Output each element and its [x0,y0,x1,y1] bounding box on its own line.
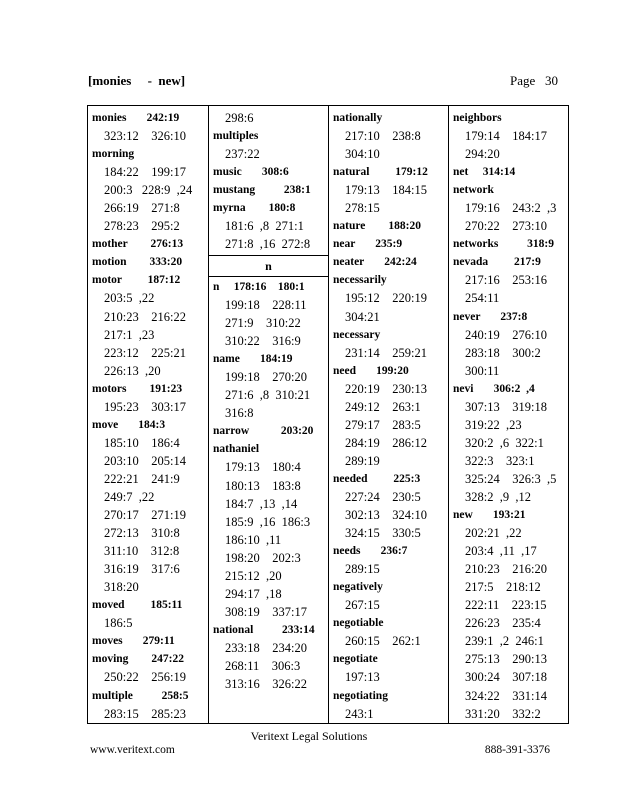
index-reference: 217:16 253:16 [465,273,547,288]
index-reference: 179:14 184:17 [465,129,547,144]
index-headword: n 178:16 180:1 [213,281,305,293]
index-headword: near 235:9 [333,238,403,251]
index-reference: 249:7 ,22 [104,489,155,504]
index-headword: moved 185:11 [92,599,183,612]
index-reference: 307:13 319:18 [465,399,547,414]
index-headword: neighbors [453,112,502,124]
index-reference: 278:15 [345,201,380,216]
index-reference: 268:11 306:3 [225,658,301,673]
index-reference: 302:13 324:10 [345,508,427,523]
index-reference: 199:18 270:20 [225,370,307,385]
index-reference: 179:13 184:15 [345,183,427,198]
index-reference: 304:21 [345,309,380,324]
index-reference: 278:23 295:2 [104,219,180,234]
index-reference: 324:22 331:14 [465,688,547,703]
index-headword: move 184:3 [92,418,166,431]
index-reference: 319:22 ,23 [465,417,522,432]
index-reference: 202:21 ,22 [465,526,522,541]
index-reference: 233:18 234:20 [225,640,307,655]
index-reference: 300:11 [465,363,500,378]
index-reference: 283:15 285:23 [104,706,186,721]
word-index-table [87,105,569,724]
index-reference: 322:3 323:1 [465,453,535,468]
index-column-1 [88,106,208,723]
index-reference: 184:22 199:17 [104,165,186,180]
index-reference: 266:19 271:8 [104,201,180,216]
index-reference: 249:12 263:1 [345,399,421,414]
index-reference: 203:5 ,22 [104,291,155,306]
index-reference: 254:11 [465,291,500,306]
index-reference: 210:23 216:20 [465,562,547,577]
index-reference: 250:22 256:19 [104,670,186,685]
index-reference: 195:23 303:17 [104,399,186,414]
index-headword: necessarily [333,274,387,287]
index-reference: 179:13 180:4 [225,460,301,475]
index-headword: motor 187:12 [92,274,181,287]
index-reference: 227:24 230:5 [345,489,421,504]
index-headword: mustang 238:1 [213,184,311,197]
index-reference: 197:13 [345,670,380,685]
index-headword: narrow 203:20 [213,425,314,438]
index-reference: 313:16 326:22 [225,677,307,692]
index-headword: necessary [333,328,381,341]
index-reference: 199:18 228:11 [225,298,307,313]
footer-company: Veritext Legal Solutions [250,729,368,743]
index-headword: morning [92,148,135,161]
index-reference: 272:13 310:8 [104,526,180,541]
index-headword: networks 318:9 [453,238,554,251]
index-reference: 316:19 317:6 [104,562,180,577]
index-reference: 222:11 223:15 [465,598,547,613]
index-reference: 215:12 ,20 [225,568,282,583]
index-reference: 320:2 ,6 322:1 [465,435,544,450]
index-reference: 210:23 216:22 [104,309,186,324]
index-reference: 231:14 259:21 [345,345,427,360]
index-reference: 328:2 ,9 ,12 [465,489,531,504]
index-reference: 217:5 218:12 [465,580,541,595]
index-headword: natural 179:12 [333,166,428,179]
index-reference: 271:9 310:22 [225,316,301,331]
index-reference: 294:20 [465,147,500,162]
index-reference: 304:10 [345,147,380,162]
index-headword: nationally [333,112,383,124]
index-reference: 294:17 ,18 [225,586,282,601]
index-reference: 185:10 186:4 [104,435,180,450]
index-reference: 186:5 [104,616,133,631]
index-headword: motion 333:20 [92,256,183,269]
index-reference: 325:24 326:3 ,5 [465,471,557,486]
index-headword: moves 279:11 [92,635,175,648]
column-2-upper [213,109,328,253]
index-reference: 203:4 ,11 ,17 [465,544,537,559]
index-headword: neater 242:24 [333,256,417,269]
index-reference: 310:22 316:9 [225,334,301,349]
index-headword: monies 242:19 [92,112,180,124]
index-reference: 226:13 ,20 [104,363,161,378]
index-headword: motors 191:23 [92,382,183,395]
index-reference: 270:22 273:10 [465,219,547,234]
index-reference: 308:19 337:17 [225,604,307,619]
index-headword: network [453,184,494,197]
index-reference: 323:12 326:10 [104,129,186,144]
index-reference: 195:12 220:19 [345,291,427,306]
index-headword: nevi 306:2 ,4 [453,382,535,395]
index-reference: 240:19 276:10 [465,327,547,342]
index-headword: nevada 217:9 [453,256,541,269]
index-reference: 270:17 271:19 [104,508,186,523]
index-headword: negotiating [333,689,388,702]
index-reference: 181:6 ,8 271:1 [225,219,304,234]
index-reference: 318:20 [104,580,139,595]
index-reference: 260:15 262:1 [345,634,421,649]
footer-website: www.veritext.com [90,744,175,756]
index-reference: 271:6 ,8 310:21 [225,388,311,403]
index-reference: 311:10 312:8 [104,544,180,559]
index-column-4 [448,106,568,723]
page-range-header: [monies - new] [88,73,186,88]
index-reference: 289:15 [345,562,380,577]
index-reference: 184:7 ,13 ,14 [225,496,298,511]
index-headword: multiple 258:5 [92,689,189,702]
index-reference: 185:9 ,16 186:3 [225,514,311,529]
index-column-3 [328,106,448,723]
index-headword: net 314:14 [453,166,516,179]
index-reference: 331:20 332:2 [465,706,541,721]
index-reference: 179:16 243:2 ,3 [465,201,557,216]
index-headword: nature 188:20 [333,220,421,233]
index-headword: name 184:19 [213,353,293,366]
index-reference: 316:8 [225,406,254,421]
index-reference: 237:22 [225,147,260,162]
index-column-2 [208,106,328,723]
index-reference: 217:1 ,23 [104,327,155,342]
index-headword: negotiable [333,617,384,630]
index-reference: 324:15 330:5 [345,526,421,541]
index-headword: nathaniel [213,443,260,456]
index-headword: multiples [213,130,259,143]
index-headword: needed 225:3 [333,472,421,485]
index-reference: 180:13 183:8 [225,478,301,493]
index-reference: 275:13 290:13 [465,652,547,667]
index-reference: 283:18 300:2 [465,345,541,360]
footer-phone: 888-391-3376 [484,744,550,756]
index-reference: 271:8 ,16 272:8 [225,237,311,252]
index-headword: need 199:20 [333,364,409,377]
index-headword: myrna 180:8 [213,202,296,215]
index-reference: 186:10 ,11 [225,532,282,547]
index-reference: 243:1 [345,706,374,721]
index-headword: needs 236:7 [333,545,408,558]
index-headword: music 308:6 [213,166,289,179]
index-headword: mother 276:13 [92,238,184,251]
index-reference: 239:1 ,2 246:1 [465,634,544,649]
index-reference: 267:15 [345,598,380,613]
index-reference: 223:12 225:21 [104,345,186,360]
index-headword: never 237:8 [453,310,528,323]
index-reference: 289:19 [345,453,380,468]
index-headword: national 233:14 [213,623,315,636]
index-reference: 284:19 286:12 [345,435,427,450]
index-headword: moving 247:22 [92,653,184,666]
index-reference: 198:20 202:3 [225,550,301,565]
index-reference: 200:3 228:9 ,24 [104,183,193,198]
index-headword: negotiate [333,653,378,666]
section-letter: n [209,255,328,277]
index-reference: 220:19 230:13 [345,381,427,396]
index-headword: negatively [333,581,383,594]
page-number: Page 30 [509,73,558,88]
index-reference: 226:23 235:4 [465,616,541,631]
index-reference: 300:24 307:18 [465,670,547,685]
index-reference: 217:10 238:8 [345,129,421,144]
index-reference: 298:6 [225,111,254,125]
index-reference: 222:21 241:9 [104,471,180,486]
index-reference: 279:17 283:5 [345,417,421,432]
index-reference: 203:10 205:14 [104,453,186,468]
index-headword: new 193:21 [453,509,526,522]
column-2-lower [213,278,328,693]
